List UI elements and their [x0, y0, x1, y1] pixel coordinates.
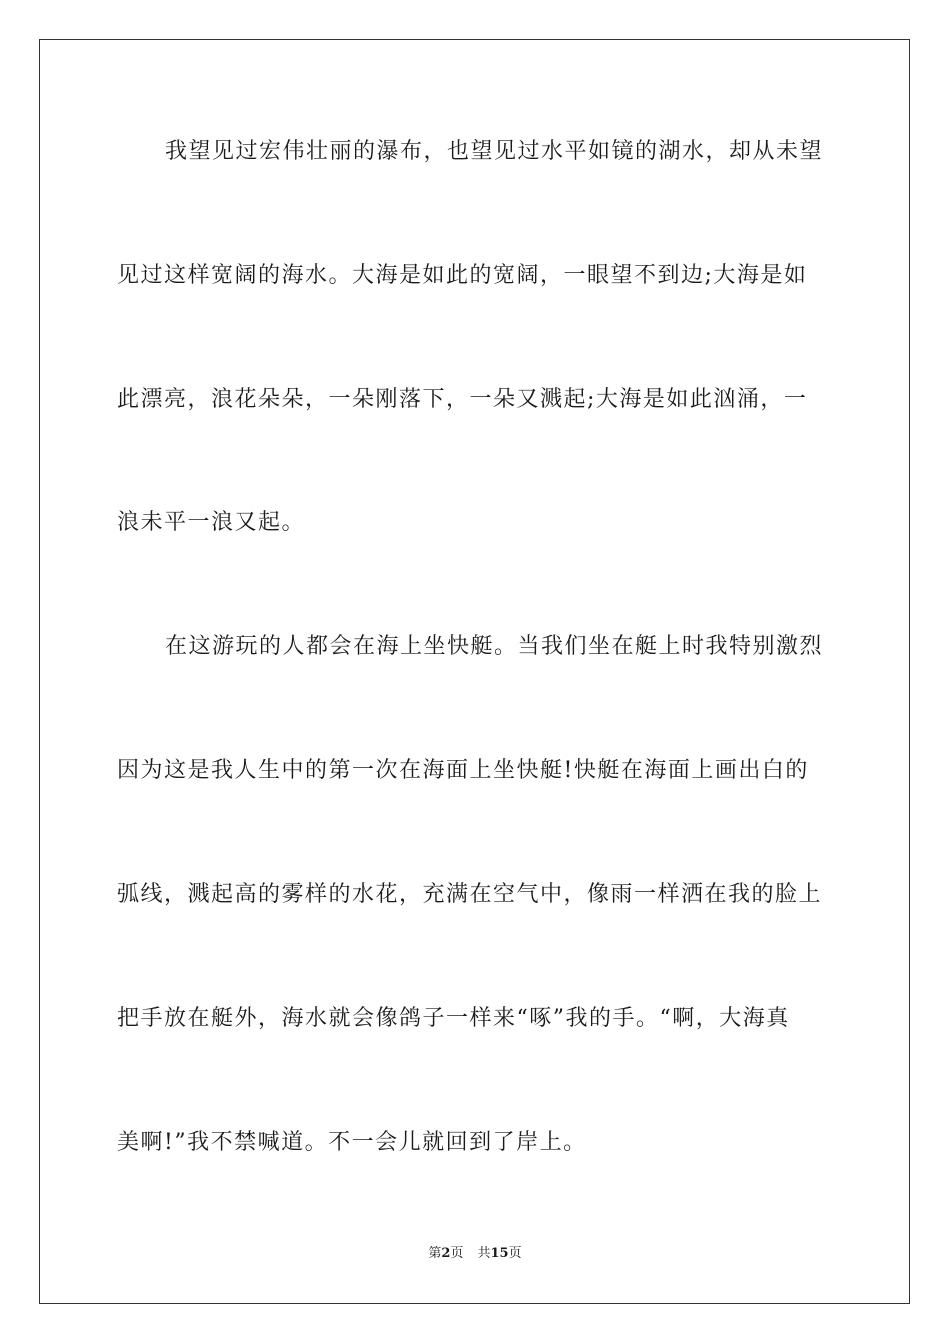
page-footer: [0, 1245, 950, 1263]
text-line: 此漂亮，浪花朵朵，一朵刚落下，一朵又溅起;大海是如此汹涌，一: [117, 387, 808, 412]
total-prefix: 共: [477, 1246, 491, 1261]
page-suffix: 页: [450, 1246, 464, 1261]
text-line: 我望见过宏伟壮丽的瀑布，也望见过水平如镜的湖水，却从未望: [165, 139, 824, 164]
text-line: 浪未平一浪又起。: [117, 510, 306, 535]
total-suffix: 页: [508, 1246, 522, 1261]
page-number: 2: [441, 1246, 451, 1261]
text-line: 把手放在艇外，海水就会像鸽子一样来“啄”我的手。“啊，大海真: [117, 1006, 790, 1031]
text-line: 因为这是我人生中的第一次在海面上坐快艇!快艇在海面上画出白的: [117, 758, 809, 783]
text-line: 美啊!”我不禁喊道。不一会儿就回到了岸上。: [117, 1130, 587, 1155]
text-line: 在这游玩的人都会在海上坐快艇。当我们坐在艇上时我特别激烈: [165, 634, 824, 659]
text-line: 见过这样宽阔的海水。大海是如此的宽阔，一眼望不到边;大海是如: [117, 263, 808, 288]
page-prefix: 第: [428, 1246, 442, 1261]
page-border: [39, 39, 910, 1304]
text-line: 弧线，溅起高的雾样的水花，充满在空气中，像雨一样洒在我的脸上: [117, 882, 823, 907]
total-pages: 15: [490, 1246, 509, 1261]
